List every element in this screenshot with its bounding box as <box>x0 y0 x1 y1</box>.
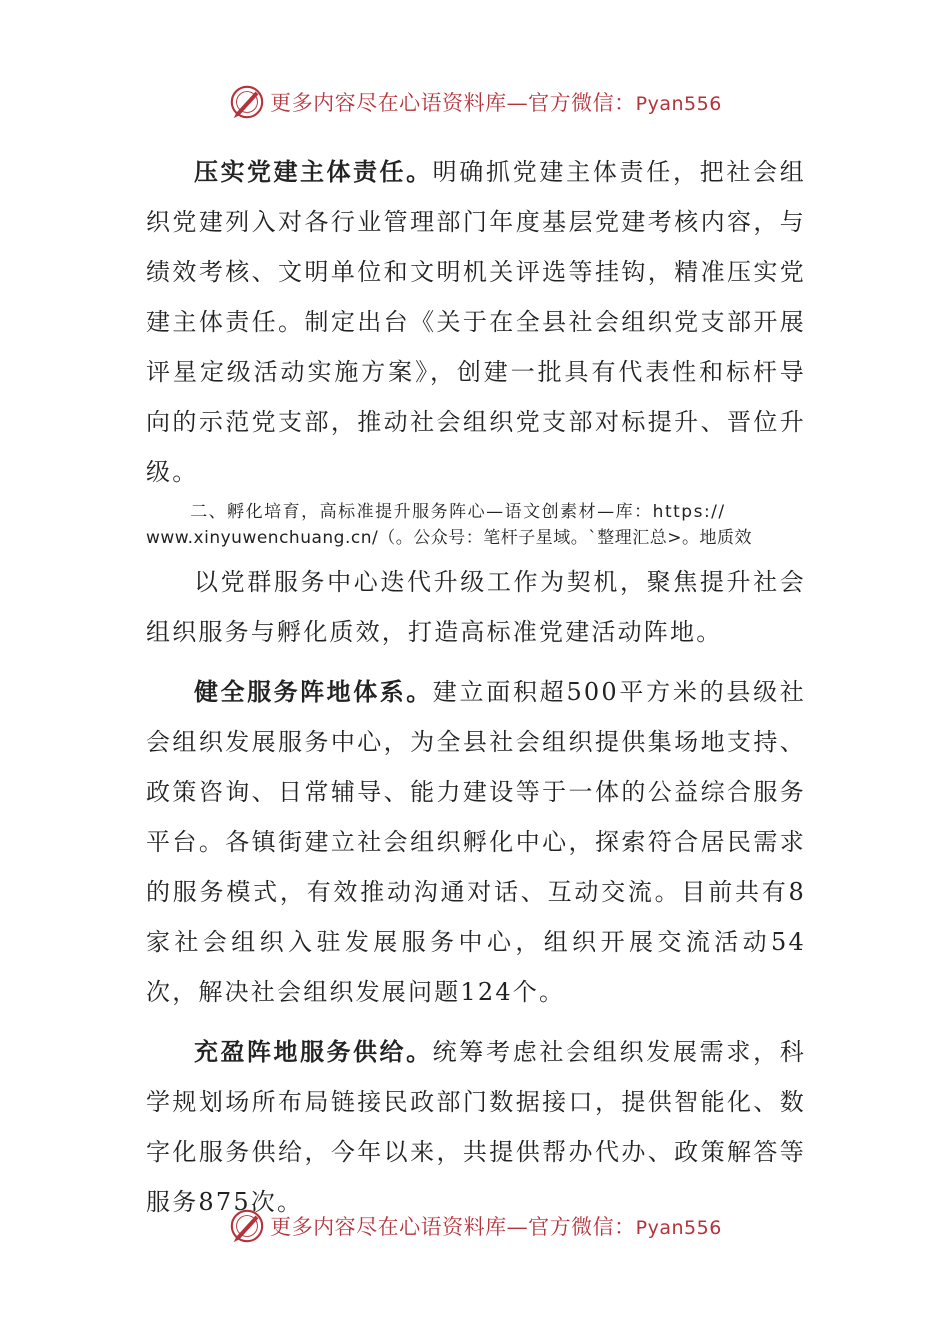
banner-text: 更多内容尽在心语资料库—官方微信：Pyan556 <box>270 91 722 115</box>
paragraph-lead: 健全服务阵地体系。 <box>194 677 433 706</box>
wechat-id: Pyan556 <box>635 1217 722 1239</box>
section-heading-line2: www.xinyuwenchuang.cn/（。公众号：笔杆子星域。`整理汇总>。地质效 <box>146 528 752 548</box>
section-heading-line1: 二、孵化培育，高标准提升服务阵心—语文创素材—库：https:// <box>190 502 726 522</box>
wechat-id: Pyan556 <box>635 93 722 115</box>
paragraph-service-system <box>146 667 806 1017</box>
paragraph-lead: 压实党建主体责任。 <box>194 157 433 186</box>
paragraph-party-responsibility <box>146 147 806 497</box>
pen-logo-icon <box>228 1207 266 1245</box>
paragraph-lead: 充盈阵地服务供给。 <box>194 1037 433 1066</box>
paragraph-service-supply <box>146 1027 806 1227</box>
banner-text: 更多内容尽在心语资料库—官方微信：Pyan556 <box>270 1215 722 1239</box>
pen-logo-icon <box>228 83 266 121</box>
paragraph-text: 明确抓党建主体责任，把社会组织党建列入对各行业管理部门年度基层党建考核内容，与绩效考核、文明单位和文明机关评选等挂钩，精准压实党建主体责任。制定出台《关于在全县社会组织党支部开展评星定级活动实施方案》，创建一批具有代表性和标杆导向的示范党支部，推动社会组织党支部对标提升、晋位升级。 <box>146 158 806 486</box>
paragraph-text: 统筹考虑社会组织发展需求，科学规划场所布局链接民政部门数据接口，提供智能化、数字化服务供给，今年以来，共提供帮办代办、政策解答等服务875次。 <box>146 1038 806 1216</box>
header-banner <box>0 82 950 122</box>
paragraph-text: 建立面积超500平方米的县级社会组织发展服务中心，为全县社会组织提供集场地支持、政策咨询、日常辅导、能力建设等于一体的公益综合服务平台。各镇街建立社会组织孵化中心，探索符合居民需求的服务模式，有效推动沟通对话、互动交流。目前共有8家社会组织入驻发展服务中心，组织开展交流活动54次，解决社会组织发展问题124个。 <box>146 678 806 1006</box>
footer-banner <box>0 1206 950 1246</box>
document-body <box>146 147 806 1227</box>
paragraph-intro: 以党群服务中心迭代升级工作为契机，聚焦提升社会组织服务与孵化质效，打造高标准党建活动阵地。 <box>146 568 806 646</box>
